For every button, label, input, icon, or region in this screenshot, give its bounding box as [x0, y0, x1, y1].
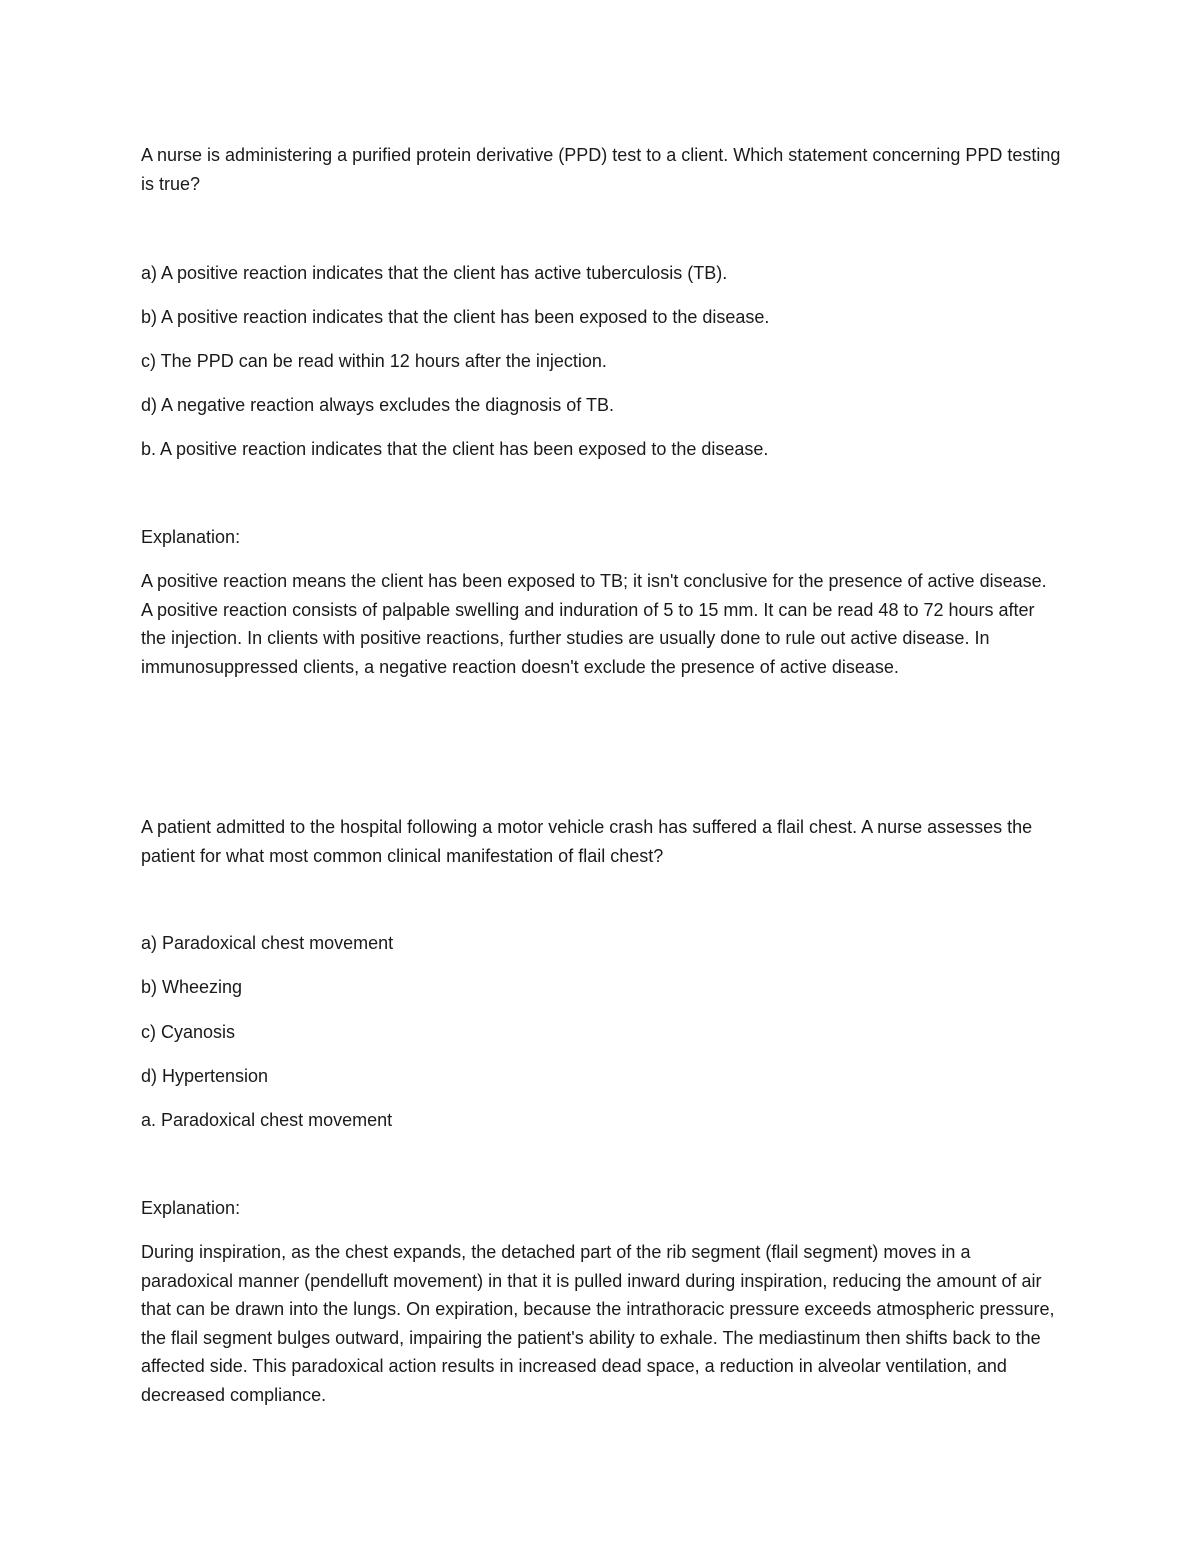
question-2-explanation: During inspiration, as the chest expands, the detached part of the rib segment (flail segment) moves in a paradoxical manner (pendelluft movement) in that it is pulled inward during inspiration, reducing the amount of air that can be drawn into the lungs. On expiration, because the intrathoracic pressure exceeds atmospheric pressure, the flail segment bulges outward, impairing the patient's ability to exhale. The mediastinum then shifts back to the affected side. This paradoxical action results in increased dead space, a reduction in alveolar ventilation, and decreased compliance. [141, 1242, 1055, 1405]
question-1-text: A nurse is administering a purified protein derivative (PPD) test to a client. Which statement concerning PPD testing is true? [141, 145, 1061, 194]
question-2-answer: a. Paradoxical chest movement [141, 1110, 393, 1130]
question-2-explanation-label: Explanation: [141, 1198, 241, 1218]
question-1-explanation: A positive reaction means the client has been exposed to TB; it isn't conclusive for the presence of active disease. A positive reaction consists of palpable swelling and induration of 5 to 15 mm. It can be read 48 to 72 hours after the injection. In clients with positive reactions, further studies are usually done to rule out active disease. In immunosuppressed clients, a negative reaction doesn't exclude the presence of active disease. [141, 571, 1047, 677]
question-1-option-b: b) A positive reaction indicates that the client has been exposed to the disease. [141, 307, 770, 327]
question-2-option-c: c) Cyanosis [141, 1022, 236, 1042]
question-1-explanation-label: Explanation: [141, 527, 241, 547]
question-2-option-b: b) Wheezing [141, 977, 243, 997]
question-2-option-d: d) Hypertension [141, 1066, 269, 1086]
question-1-option-a: a) A positive reaction indicates that the client has active tuberculosis (TB). [141, 263, 728, 283]
question-1-option-c: c) The PPD can be read within 12 hours after the injection. [141, 351, 607, 371]
question-2-option-a: a) Paradoxical chest movement [141, 933, 394, 953]
question-2-text: A patient admitted to the hospital following a motor vehicle crash has suffered a flail chest. A nurse assesses the patient for what most common clinical manifestation of flail chest? [141, 817, 1033, 866]
question-1-answer: b. A positive reaction indicates that the client has been exposed to the disease. [141, 439, 769, 459]
question-1-option-d: d) A negative reaction always excludes the diagnosis of TB. [141, 395, 614, 415]
